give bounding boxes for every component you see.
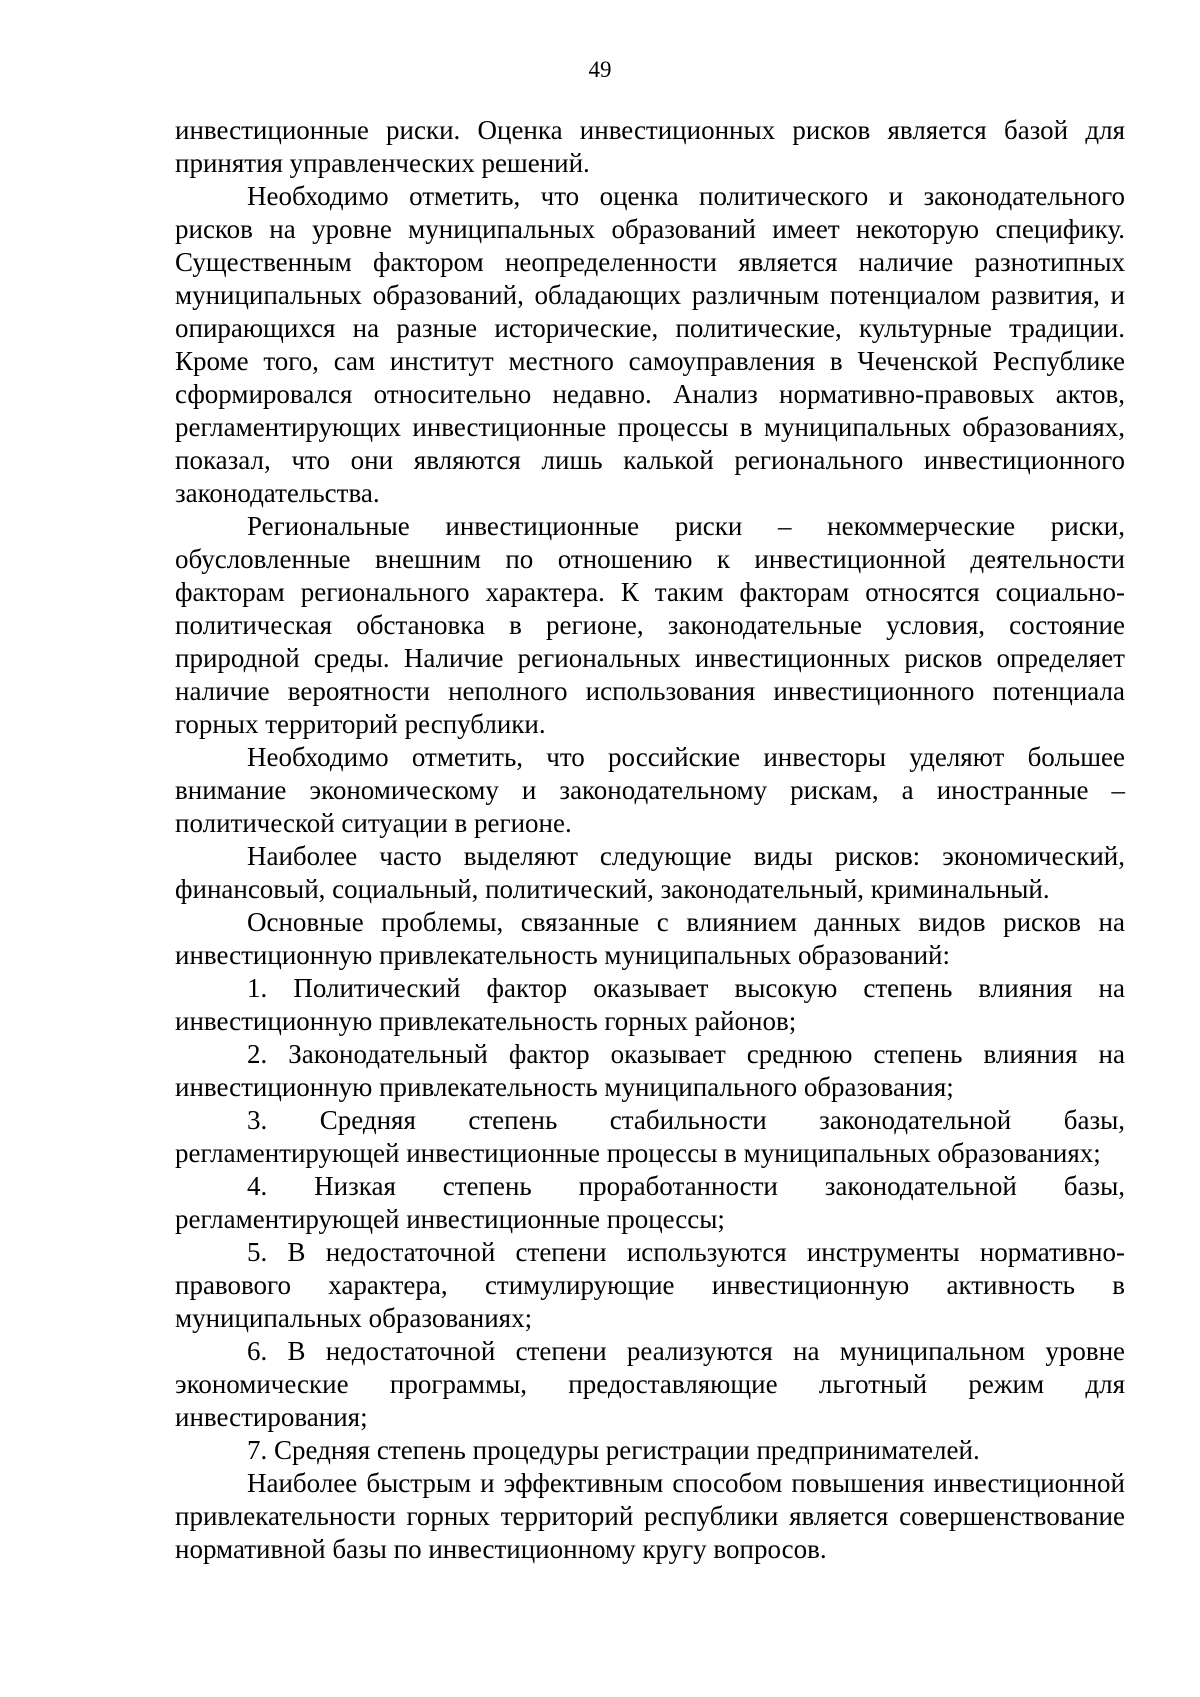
list-item-6: 6. В недостаточной степени реализуются на муниципальном уровне экономические программы, предоставляющие льготный режим для инвестирования; bbox=[175, 1336, 1125, 1432]
page-number: 49 bbox=[588, 57, 612, 82]
paragraph-regional-risks: Региональные инвестиционные риски – некоммерческие риски, обусловленные внешним по отношению к инвестиционной деятельности факторам регионального характера. К таким факторам относятся социально-политическая обстановка в регионе, законодательные условия, состояние природной среды. Наличие региональных инвестиционных рисков определяет наличие вероятности неполного использования инвестиционного потенциала горных территорий республики. bbox=[175, 511, 1125, 739]
document-body bbox=[175, 114, 1125, 1566]
list-item-7: 7. Средняя степень процедуры регистрации предпринимателей. bbox=[247, 1435, 980, 1465]
list-item-3: 3. Средняя степень стабильности законодательной базы, регламентирующей инвестиционные процессы в муниципальных образованиях; bbox=[175, 1105, 1125, 1168]
list-item-1: 1. Политический фактор оказывает высокую степень влияния на инвестиционную привлекательность горных районов; bbox=[175, 973, 1125, 1036]
paragraph-main-problems: Основные проблемы, связанные с влиянием данных видов рисков на инвестиционную привлекательность муниципальных образований: bbox=[175, 907, 1125, 970]
paragraph-conclusion: Наиболее быстрым и эффективным способом повышения инвестиционной привлекательности горных территорий республики является совершенствование нормативной базы по инвестиционному кругу вопросов. bbox=[175, 1468, 1125, 1564]
paragraph-risk-types: Наиболее часто выделяют следующие виды рисков: экономический, финансовый, социальный, политический, законодательный, криминальный. bbox=[175, 841, 1125, 904]
paragraph-municipal-risk-specifics: Необходимо отметить, что оценка политического и законодательного рисков на уровне муниципальных образований имеет некоторую специфику. Существенным фактором неопределенности является наличие разнотипных муниципальных образований, обладающих различным потенциалом развития, и опирающихся на разные исторические, политические, культурные традиции. Кроме того, сам институт местного самоуправления в Чеченской Республике сформировался относительно недавно. Анализ нормативно-правовых актов, регламентирующих инвестиционные процессы в муниципальных образованиях, показал, что они являются лишь калькой регионального инвестиционного законодательства. bbox=[175, 181, 1125, 508]
list-item-5: 5. В недостаточной степени используются инструменты нормативно-правового характера, стимулирующие инвестиционную активность в муниципальных образованиях; bbox=[175, 1237, 1125, 1333]
list-item-2: 2. Законодательный фактор оказывает среднюю степень влияния на инвестиционную привлекательность муниципального образования; bbox=[175, 1039, 1125, 1102]
paragraph-investor-attention: Необходимо отметить, что российские инвесторы уделяют большее внимание экономическому и законодательному рискам, а иностранные – политической ситуации в регионе. bbox=[175, 742, 1125, 838]
list-item-4: 4. Низкая степень проработанности законодательной базы, регламентирующей инвестиционные процессы; bbox=[175, 1171, 1125, 1234]
paragraph-continuation: инвестиционные риски. Оценка инвестиционных рисков является базой для принятия управленческих решений. bbox=[175, 115, 1125, 178]
